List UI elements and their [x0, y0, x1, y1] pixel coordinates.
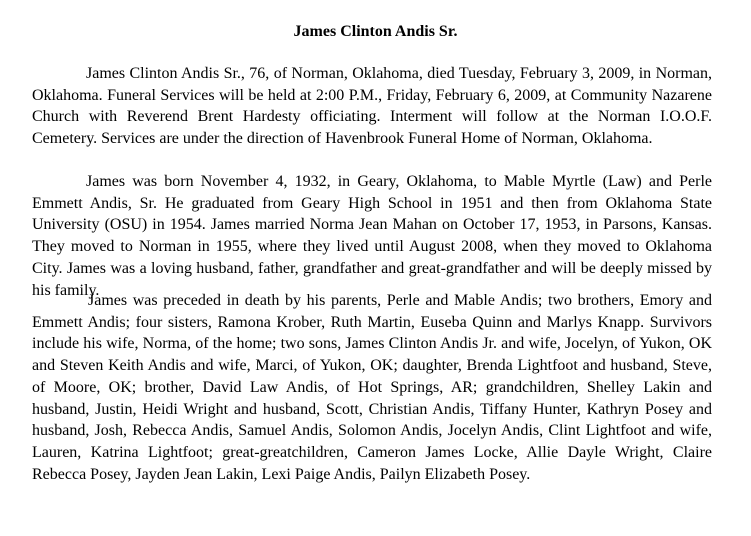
paragraph-biography: James was born November 4, 1932, in Geary, Oklahoma, to Mable Myrtle (Law) and Perle Emmett Andis, Sr. He graduated from Geary High School in 1951 and then from Oklahoma State University (OSU) in 1954. James married Norma Jean Mahan on October 17, 1953, in Parsons, Kansas. They moved to Norman in 1955, where they lived until August 2008, when they moved to Oklahoma City. James was a loving husband, father, grandfather and great-grandfather and will be deeply missed by his family. — [32, 173, 712, 299]
obituary-title: James Clinton Andis Sr. — [293, 23, 458, 40]
paragraph-death-notice: James Clinton Andis Sr., 76, of Norman, Oklahoma, died Tuesday, February 3, 2009, in Norman, Oklahoma. Funeral Services will be held at 2:00 P.M., Friday, February 6, 2009, at Community Nazarene Church with Reverend Brent Hardesty officiating. Interment will follow at the Norman I.O.O.F. Cemetery. Services are under the direction of Havenbrook Funeral Home of Norman, Oklahoma. — [32, 65, 712, 148]
paragraph-survivors: James was preceded in death by his parents, Perle and Mable Andis; two brothers, Emory and Emmett Andis; four sisters, Ramona Krober, Ruth Martin, Euseba Quinn and Marlys Knapp. Survivors include his wife, Norma, of the home; two sons, James Clinton Andis Jr. and wife, Jocelyn, of Yukon, OK and Steven Keith Andis and wife, Marci, of Yukon, OK; daughter, Brenda Lightfoot and husband, Steve, of Moore, OK; brother, David Law Andis, of Hot Springs, AR; grandchildren, Shelley Lakin and husband, Justin, Heidi Wright and husband, Scott, Christian Andis, Tiffany Hunter, Kathryn Posey and husband, Josh, Rebecca Andis, Samuel Andis, Solomon Andis, Jocelyn Andis, Clint Lightfoot and wife, Lauren, Katrina Lightfoot; great-greatchildren, Cameron James Locke, Allie Dayle Wright, Claire Rebecca Posey, Jayden Jean Lakin, Lexi Paige Andis, Pailyn Elizabeth Posey. — [32, 292, 712, 483]
